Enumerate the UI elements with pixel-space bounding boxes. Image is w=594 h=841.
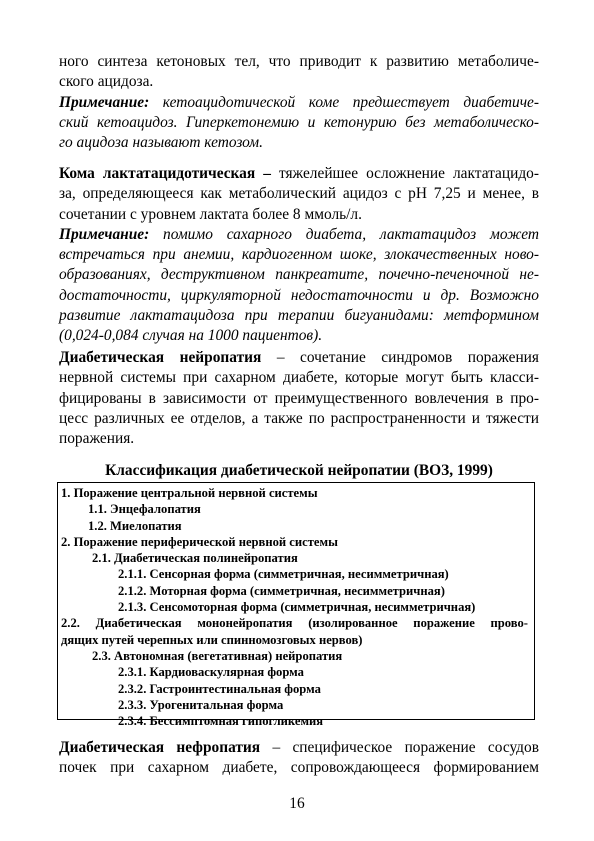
note-line: встречаться при анемии, кардиогенном шоке, злокачественных ново- — [59, 246, 539, 264]
text-line: почек при сахарном диабете, сопровождающееся формированием — [59, 759, 539, 777]
classification-item: 2.1.3. Сенсомоторная форма (симметричная, несимметричная) — [118, 600, 476, 615]
definition-text: тяжелейшее осложнение лактатацидо- — [270, 165, 540, 182]
classification-item: 2.3.1. Кардиоваскулярная форма — [118, 665, 304, 680]
text-line: поражения. — [59, 430, 135, 448]
note-line: достаточности, циркуляторной недостаточности и др. Возможно — [59, 286, 539, 304]
definition-text: – сочетание синдромов поражения — [261, 349, 539, 366]
text-line: нервной системы при сахарном диабете, которые могут быть класси- — [59, 369, 539, 387]
note-label: Примечание: — [59, 225, 150, 243]
note-line — [59, 225, 539, 245]
classification-item: 2.3.4. Бессимптомная гипогликемия — [118, 714, 324, 729]
text-line: за, определяющееся как метаболический ацидоз с рН 7,25 и менее, в — [59, 185, 539, 203]
classification-item: дящих путей черепных или спинномозговых нервов) — [61, 632, 363, 647]
classification-item: 2.1.1. Сенсорная форма (симметричная, несимметричная) — [118, 567, 449, 582]
definition-line — [59, 738, 539, 758]
definition-line — [59, 164, 539, 184]
term-heading: Кома лактатацидотическая – — [59, 165, 271, 182]
classification-title: Классификация диабетической нейропатии (ВОЗ, 1999) — [105, 462, 493, 479]
page-number: 16 — [289, 795, 305, 812]
text-line: фицированы в зависимости от преимущественного вовлечения в про- — [59, 389, 539, 407]
classification-item: 1.1. Энцефалопатия — [88, 502, 201, 517]
text-line: сочетании с уровнем лактата более 8 ммоль/л. — [59, 205, 362, 223]
classification-item: 2.3.2. Гастроинтестинальная форма — [118, 681, 321, 696]
diabetic-neuropathy-paragraph — [59, 348, 539, 449]
note-line: (0,024-0,084 случая на 1000 пациентов). — [59, 327, 323, 345]
term-heading: Диабетическая нефропатия — [59, 739, 261, 756]
note-line: образованиях, деструктивном панкреатите, почечно-печеночной не- — [59, 266, 539, 284]
classification-item: 2. Поражение периферической нервной системы — [61, 534, 338, 549]
diabetic-nephropathy-paragraph — [59, 738, 539, 779]
definition-text: – специфическое поражение сосудов — [260, 739, 539, 756]
term-heading: Диабетическая нейропатия — [59, 349, 262, 366]
note-text: помимо сахарного диабета, лактатацидоз может — [149, 225, 539, 243]
note-line: ский кетоацидоз. Гиперкетонемию и кетонурию без метаболическо- — [59, 113, 539, 131]
text-line: ного синтеза кетоновых тел, что приводит к развитию метаболиче- — [59, 53, 539, 70]
classification-item: 2.1. Диабетическая полинейропатия — [92, 551, 298, 566]
text-line: ского ацидоза. — [59, 73, 154, 91]
note-line: го ацидоза называют кетозом. — [59, 134, 263, 152]
classification-box — [57, 482, 535, 729]
note-text: кетоацидотической коме предшествует диабетиче- — [149, 93, 539, 111]
lactic-acidosis-coma-paragraph — [59, 164, 539, 347]
text-line: цесс различных ее отделов, а также по распространенности и тяжести — [59, 409, 539, 427]
classification-item: 2.1.2. Моторная форма (симметричная, несимметричная) — [118, 583, 445, 598]
note-line: развитие лактатацидоза при терапии бигуанидами: метформином — [59, 307, 539, 325]
classification-item: 2.3.3. Урогенитальная форма — [118, 697, 284, 712]
classification-item: 1.2. Миелопатия — [88, 518, 182, 533]
note-label: Примечание: — [59, 93, 150, 111]
classification-item: 2.2. Диабетическая мононейропатия (изолированное поражение прово- — [61, 616, 528, 631]
ketoacidosis-continuation — [59, 52, 539, 153]
note-line — [59, 93, 539, 113]
classification-item: 1. Поражение центральной нервной системы — [61, 486, 318, 500]
classification-item: 2.3. Автономная (вегетативная) нейропатия — [92, 648, 343, 663]
definition-line — [59, 348, 539, 368]
